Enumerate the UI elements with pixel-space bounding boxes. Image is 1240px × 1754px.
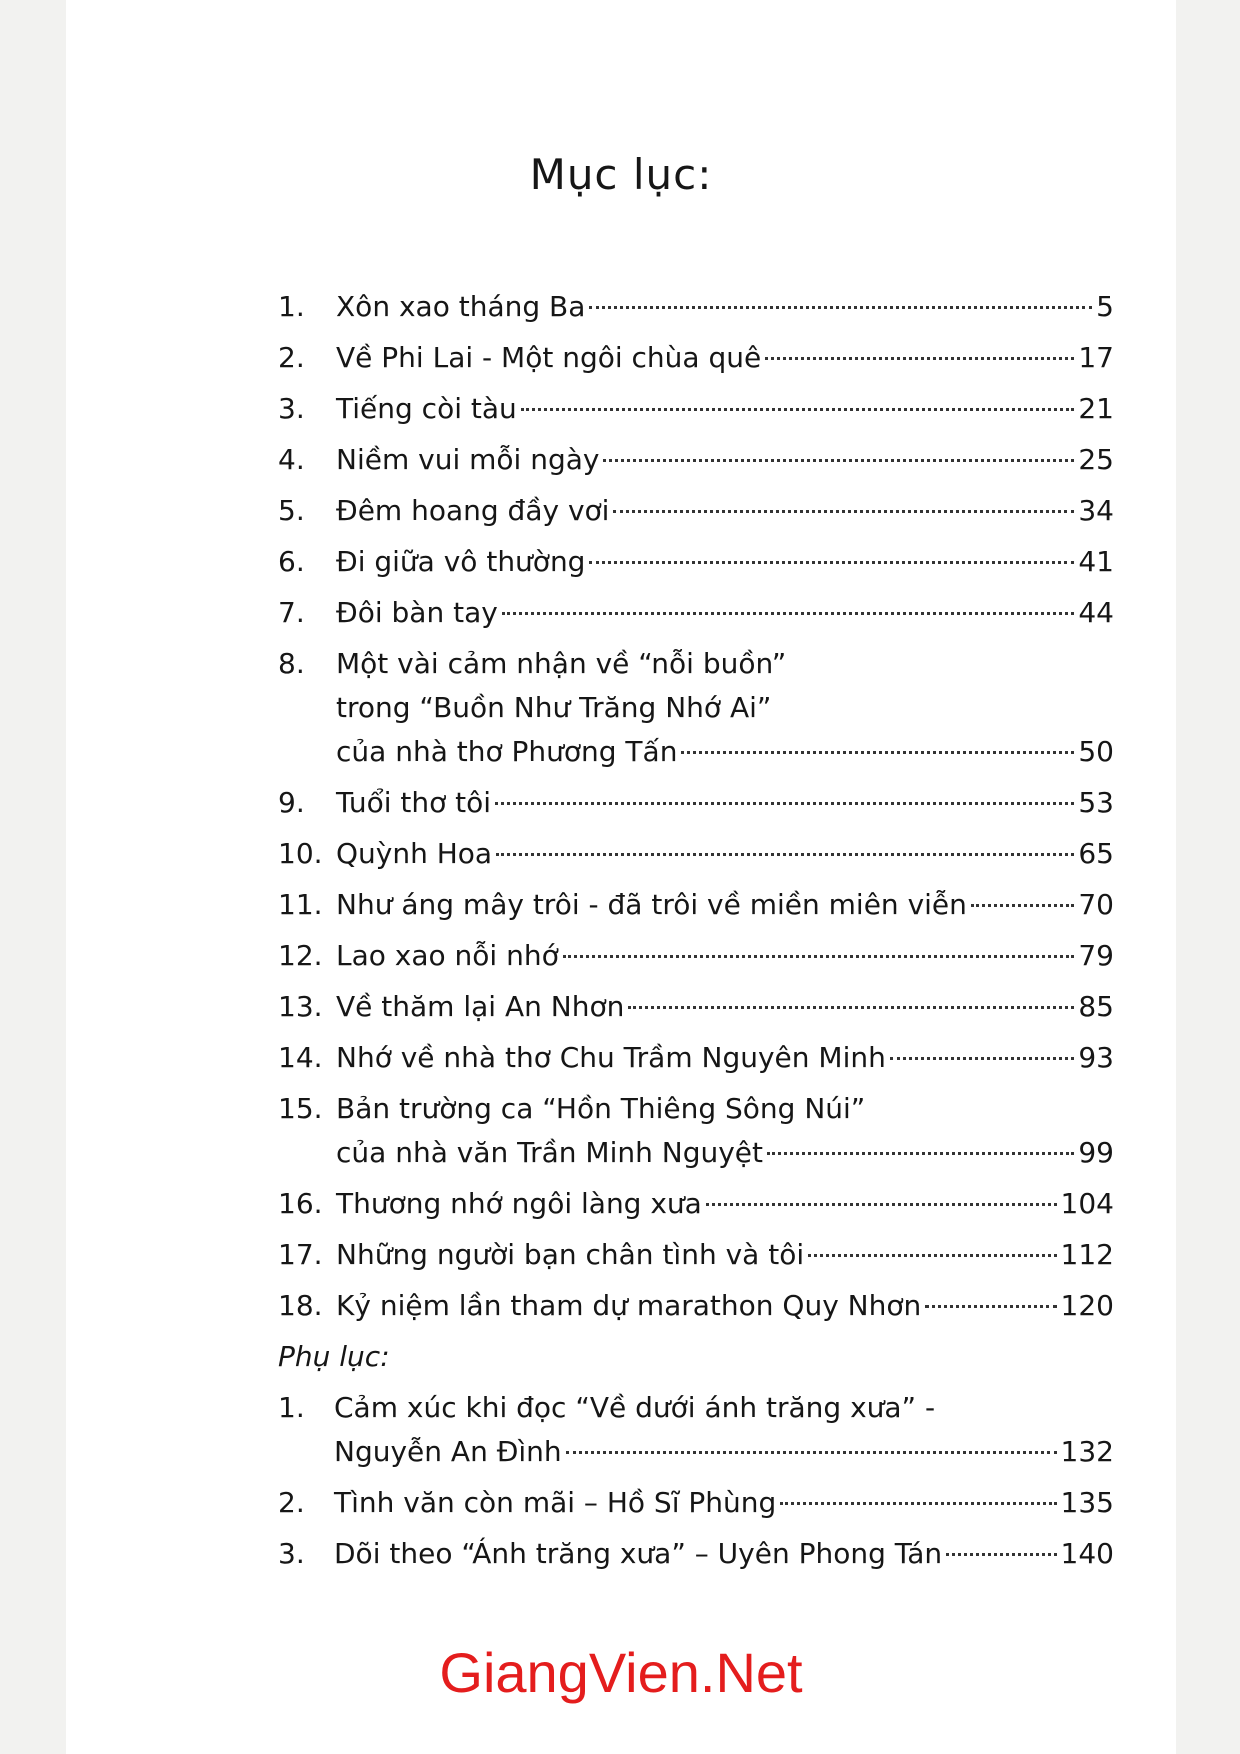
page-number: 85 <box>1078 990 1114 1023</box>
toc-entry <box>278 832 1114 876</box>
page-number: 65 <box>1078 837 1114 870</box>
entry-number: 1. <box>278 1391 305 1424</box>
entry-title: Nhớ về nhà thơ Chu Trầm Nguyên Minh <box>336 1041 886 1074</box>
entry-body <box>336 832 1114 876</box>
entry-line <box>336 1131 1114 1175</box>
leader-dots <box>925 1305 1056 1308</box>
entry-line <box>336 642 1114 686</box>
entry-body <box>336 1233 1114 1277</box>
leader-dots <box>971 904 1074 907</box>
entry-body <box>336 1087 1114 1175</box>
entry-number: 18. <box>278 1289 323 1322</box>
leader-dots <box>767 1152 1074 1155</box>
leader-dots <box>603 459 1074 462</box>
entry-title: Thương nhớ ngôi làng xưa <box>336 1187 702 1220</box>
leader-dots <box>681 751 1074 754</box>
toc-entry <box>278 336 1114 380</box>
page-number: 104 <box>1060 1187 1114 1220</box>
entry-title: Những người bạn chân tình và tôi <box>336 1238 805 1271</box>
entry-number: 14. <box>278 1041 323 1074</box>
entry-title: của nhà thơ Phương Tấn <box>336 735 678 768</box>
entry-title: Về thăm lại An Nhơn <box>336 990 625 1023</box>
entry-line <box>336 1087 1114 1131</box>
entry-body <box>336 642 1114 774</box>
page-title: Mục lục: <box>529 150 713 199</box>
toc-entry <box>278 387 1114 431</box>
entry-number: 1. <box>278 290 305 323</box>
page-number: 50 <box>1078 735 1114 768</box>
entry-body <box>336 1182 1114 1226</box>
entry-title: Xôn xao tháng Ba <box>336 290 586 323</box>
entry-body <box>336 591 1114 635</box>
leader-dots <box>589 306 1092 309</box>
toc-entry <box>278 1532 1114 1576</box>
entry-line <box>336 1182 1114 1226</box>
toc-entry <box>278 934 1114 978</box>
entry-line <box>334 1430 1114 1474</box>
entry-title: Dõi theo “Ánh trăng xưa” – Uyên Phong Tán <box>334 1537 943 1570</box>
entry-title: của nhà văn Trần Minh Nguyệt <box>336 1136 763 1169</box>
entry-number: 5. <box>278 494 305 527</box>
entry-body <box>336 883 1114 927</box>
entry-line <box>336 285 1114 329</box>
page-number: 70 <box>1078 888 1114 921</box>
page-number: 44 <box>1078 596 1114 629</box>
leader-dots <box>495 802 1074 805</box>
toc-entry <box>278 1087 1114 1175</box>
page-number: 112 <box>1060 1238 1114 1271</box>
toc-main-list <box>278 285 1114 1328</box>
entry-number: 13. <box>278 990 323 1023</box>
toc-entry <box>278 438 1114 482</box>
toc-entry <box>278 540 1114 584</box>
entry-body <box>334 1386 1114 1474</box>
entry-title: Niềm vui mỗi ngày <box>336 443 600 476</box>
entry-number: 9. <box>278 786 305 819</box>
entry-line <box>336 934 1114 978</box>
toc-entry <box>278 1182 1114 1226</box>
page-number: 132 <box>1060 1435 1114 1468</box>
page-number: 93 <box>1078 1041 1114 1074</box>
entry-line <box>336 1233 1114 1277</box>
entry-line <box>334 1532 1114 1576</box>
leader-dots <box>589 561 1074 564</box>
entry-line <box>336 591 1114 635</box>
entry-line <box>336 489 1114 533</box>
entry-title: Đêm hoang đầy vơi <box>336 494 610 527</box>
entry-number: 6. <box>278 545 305 578</box>
page-number: 120 <box>1060 1289 1114 1322</box>
entry-title: Đi giữa vô thường <box>336 545 586 578</box>
entry-number: 11. <box>278 888 323 921</box>
page-number: 135 <box>1060 1486 1114 1519</box>
page-number: 17 <box>1078 341 1114 374</box>
entry-line <box>334 1481 1114 1525</box>
entry-title: Tiếng còi tàu <box>336 392 517 425</box>
page-number: 140 <box>1060 1537 1114 1570</box>
toc-entry <box>278 285 1114 329</box>
entry-line <box>336 686 1114 730</box>
entry-number: 2. <box>278 341 305 374</box>
entry-title: trong “Buồn Như Trăng Nhớ Ai” <box>336 691 772 724</box>
watermark-text: GiangVien.Net <box>439 1641 803 1704</box>
entry-line <box>336 438 1114 482</box>
leader-dots <box>613 510 1074 513</box>
entry-title: Quỳnh Hoa <box>336 837 493 870</box>
leader-dots <box>706 1203 1057 1206</box>
entry-title: Lao xao nỗi nhớ <box>336 939 559 972</box>
entry-number: 8. <box>278 647 305 680</box>
entry-title: Nguyễn An Đình <box>334 1435 562 1468</box>
book-page <box>66 0 1176 1754</box>
leader-dots <box>628 1006 1074 1009</box>
page-number: 41 <box>1078 545 1114 578</box>
toc-entry <box>278 781 1114 825</box>
page-number: 34 <box>1078 494 1114 527</box>
leader-dots <box>502 612 1075 615</box>
appendix-heading: Phụ lục: <box>278 1340 390 1373</box>
leader-dots <box>496 853 1074 856</box>
entry-line <box>336 1036 1114 1080</box>
entry-body <box>336 387 1114 431</box>
page-number: 53 <box>1078 786 1114 819</box>
entry-number: 3. <box>278 392 305 425</box>
toc-entry <box>278 1386 1114 1474</box>
toc-entry <box>278 1036 1114 1080</box>
entry-number: 3. <box>278 1537 305 1570</box>
entry-title: Tình văn còn mãi – Hồ Sĩ Phùng <box>334 1486 777 1519</box>
toc-entry <box>278 642 1114 774</box>
entry-number: 17. <box>278 1238 323 1271</box>
entry-number: 4. <box>278 443 305 476</box>
entry-title: Đôi bàn tay <box>336 596 498 629</box>
leader-dots <box>780 1502 1056 1505</box>
page-number: 79 <box>1078 939 1114 972</box>
entry-line <box>336 387 1114 431</box>
toc-entry <box>278 591 1114 635</box>
leader-dots <box>521 408 1075 411</box>
toc-entry <box>278 985 1114 1029</box>
entry-line <box>336 832 1114 876</box>
entry-title: Như áng mây trôi - đã trôi về miền miên viễn <box>336 888 967 921</box>
entry-body <box>336 985 1114 1029</box>
entry-title: Tuổi thơ tôi <box>336 786 492 819</box>
entry-line <box>336 985 1114 1029</box>
entry-line <box>336 781 1114 825</box>
leader-dots <box>808 1254 1056 1257</box>
leader-dots <box>566 1451 1057 1454</box>
entry-number: 7. <box>278 596 305 629</box>
toc-entry <box>278 883 1114 927</box>
entry-title: Kỷ niệm lần tham dự marathon Quy Nhơn <box>336 1289 922 1322</box>
entry-body <box>334 1532 1114 1576</box>
toc-entry <box>278 1284 1114 1328</box>
leader-dots <box>765 357 1074 360</box>
entry-title: Một vài cảm nhận về “nỗi buồn” <box>336 647 787 680</box>
entry-body <box>336 336 1114 380</box>
toc-appendix-list <box>278 1386 1114 1576</box>
entry-body <box>336 540 1114 584</box>
entry-body <box>336 1036 1114 1080</box>
entry-number: 10. <box>278 837 323 870</box>
entry-number: 12. <box>278 939 323 972</box>
leader-dots <box>890 1057 1075 1060</box>
toc-entry <box>278 1481 1114 1525</box>
entry-line <box>334 1386 1114 1430</box>
entry-title: Bản trường ca “Hồn Thiêng Sông Núi” <box>336 1092 866 1125</box>
leader-dots <box>563 955 1075 958</box>
page-number: 25 <box>1078 443 1114 476</box>
entry-number: 16. <box>278 1187 323 1220</box>
entry-body <box>336 934 1114 978</box>
entry-body <box>336 438 1114 482</box>
entry-body <box>334 1481 1114 1525</box>
toc-entry <box>278 1233 1114 1277</box>
entry-body <box>336 489 1114 533</box>
toc-entry <box>278 489 1114 533</box>
entry-line <box>336 336 1114 380</box>
table-of-contents <box>278 285 1114 1583</box>
page-number: 99 <box>1078 1136 1114 1169</box>
entry-body <box>336 285 1114 329</box>
entry-title: Cảm xúc khi đọc “Về dưới ánh trăng xưa” - <box>334 1391 936 1424</box>
entry-line <box>336 1284 1114 1328</box>
entry-title: Về Phi Lai - Một ngôi chùa quê <box>336 341 762 374</box>
page-number: 21 <box>1078 392 1114 425</box>
entry-body <box>336 781 1114 825</box>
page-number: 5 <box>1096 290 1114 323</box>
entry-body <box>336 1284 1114 1328</box>
entry-line <box>336 540 1114 584</box>
leader-dots <box>946 1553 1056 1556</box>
entry-line <box>336 730 1114 774</box>
entry-number: 15. <box>278 1092 323 1125</box>
entry-line <box>336 883 1114 927</box>
entry-number: 2. <box>278 1486 305 1519</box>
